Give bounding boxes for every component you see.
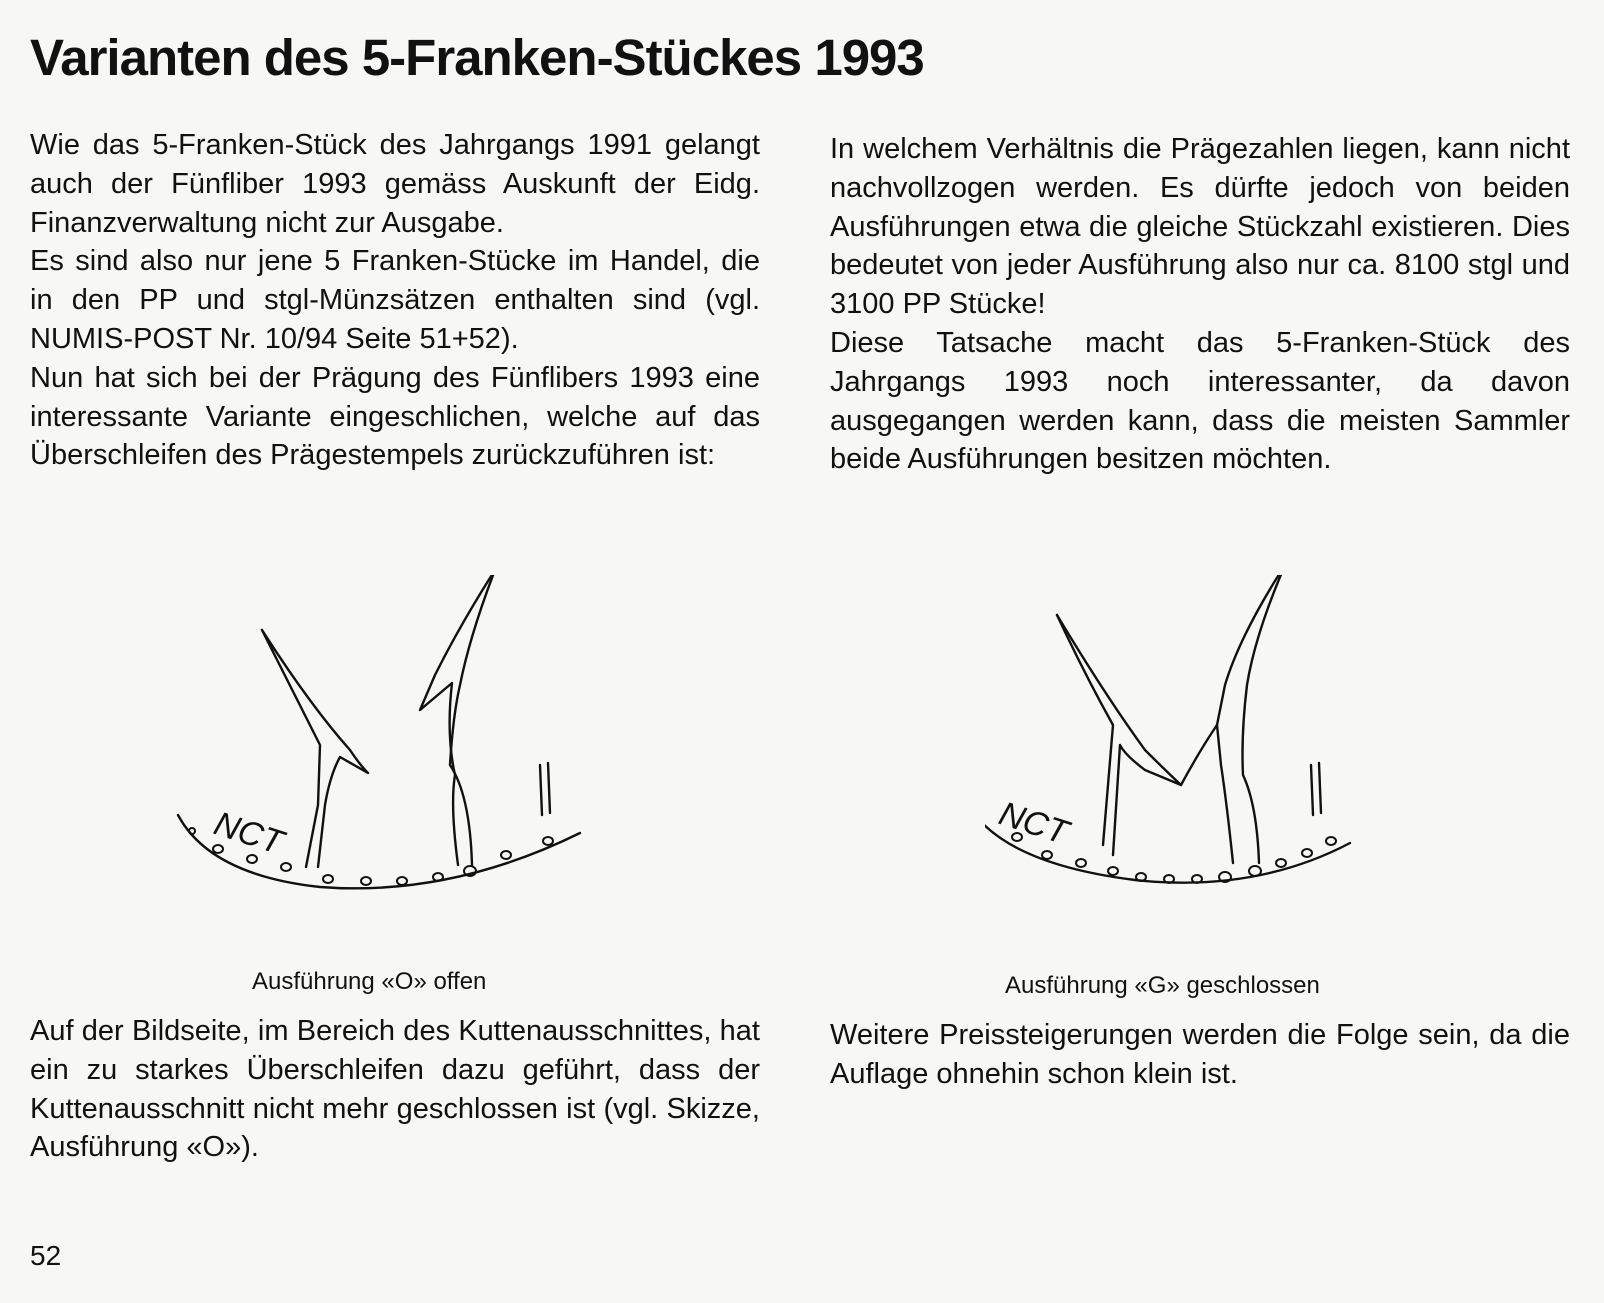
paragraph: Nun hat sich bei der Prägung des Fünflibers 1993 eine interessante Variante eingeschlichen, welche auf das Überschleifen des Prägestempels zurückzuführen ist: — [30, 361, 760, 472]
sketch-left-flap — [1057, 615, 1181, 855]
sketch-lettering: NCT — [994, 794, 1073, 853]
paragraph: Wie das 5-Franken-Stück des Jahrgangs 1991 gelangt auch der Fünfliber 1993 gemäss Auskunft der Eidg. Finanzverwaltung nicht zur Ausgabe. — [30, 129, 760, 239]
sketch-right-flap — [450, 575, 495, 865]
paragraph: Diese Tatsache macht das 5-Franken-Stück des Jahrgangs 1993 noch interessanter, da davon ausgegangen werden kann, dass die meisten Sammler beide Ausführungen besitzen möchten. — [830, 326, 1570, 476]
caption-open-variant: Ausführung «O» offen — [252, 968, 487, 995]
caption-closed-variant: Ausführung «G» geschlossen — [1005, 972, 1320, 999]
left-column-top — [30, 126, 760, 475]
sketch-open-variant — [170, 575, 610, 935]
right-column-bottom — [830, 1016, 1570, 1094]
paragraph: In welchem Verhältnis die Prägezahlen liegen, kann nicht nachvollzogen werden. Es dürfte jedoch von beiden Ausführungen etwa die gleiche Stückzahl existieren. Dies bedeutet von jeder Ausführung also nur ca. 8100 stgl und 3100 PP Stücke! — [830, 133, 1570, 321]
sketch-closed-variant — [985, 575, 1405, 935]
right-column-top — [830, 130, 1570, 479]
paragraph: Es sind also nur jene 5 Franken-Stücke im Handel, die in den PP und stgl-Münzsätzen enthalten sind (vgl. NUMIS-POST Nr. 10/94 Seite 51+52). — [30, 245, 760, 355]
page-number: 52 — [30, 1240, 62, 1271]
paragraph: Weitere Preissteigerungen werden die Folge sein, da die Auflage ohnehin schon klein ist. — [830, 1019, 1570, 1090]
sketch-right-flap — [1243, 575, 1286, 863]
paragraph: Auf der Bildseite, im Bereich des Kuttenausschnittes, hat ein zu starkes Überschleifen dazu geführt, dass der Kuttenausschnitt nicht mehr geschlossen ist (vgl. Skizze, Ausführung «O»). — [30, 1015, 760, 1164]
page-title: Varianten des 5-Franken-Stückes 1993 — [30, 29, 924, 86]
left-column-bottom — [30, 1012, 760, 1167]
sketch-lettering: NCT — [209, 804, 288, 863]
